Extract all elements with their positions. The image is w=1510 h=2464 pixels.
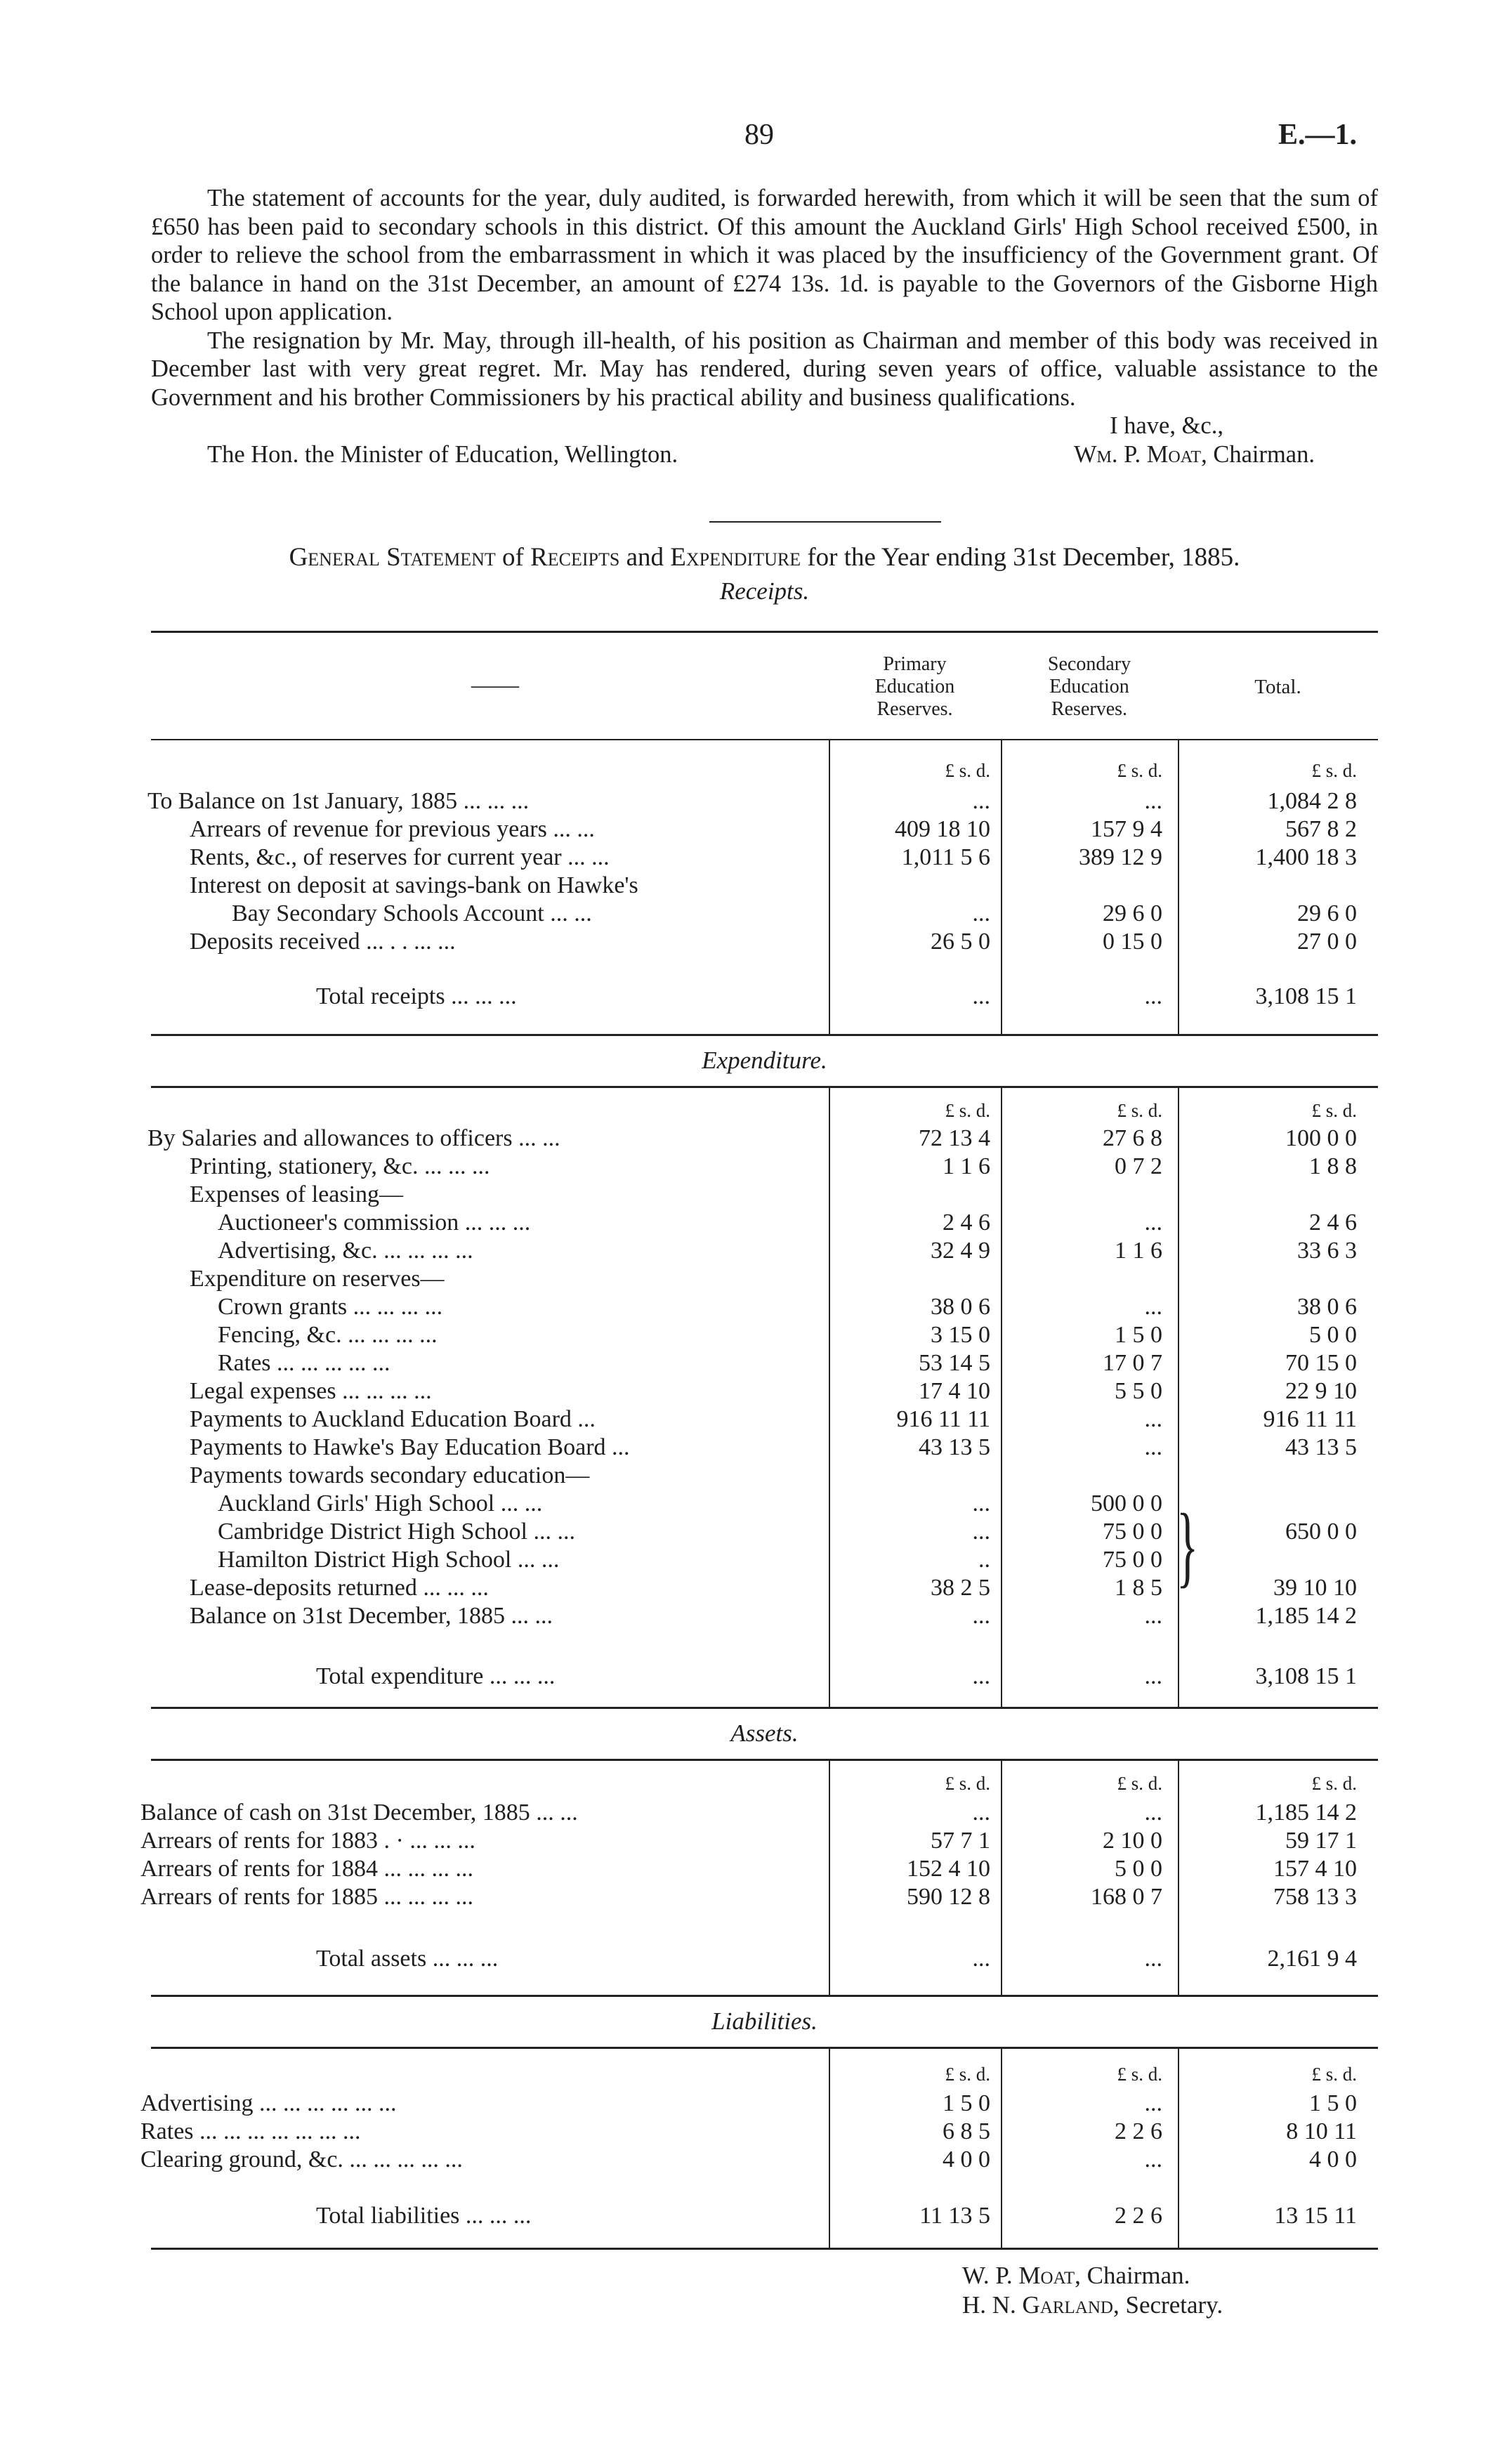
expenditure-row-total: 1,185 14 2 bbox=[1255, 1603, 1357, 1629]
expenditure-row-total: 39 10 10 bbox=[1273, 1575, 1357, 1601]
column-head-total: Total. bbox=[1254, 676, 1301, 698]
assets-row-primary: 57 7 1 bbox=[931, 1828, 990, 1854]
header-bottom-rule bbox=[151, 739, 1378, 740]
separator-rule bbox=[709, 521, 941, 523]
expenditure-total-primary: ... bbox=[972, 1663, 990, 1689]
receipts-row-secondary: 29 6 0 bbox=[1103, 900, 1162, 926]
expenditure-row-secondary: 75 0 0 bbox=[1103, 1547, 1162, 1573]
expenditure-row-primary: ... bbox=[972, 1603, 990, 1629]
expenditure-heading: Expenditure. bbox=[702, 1047, 827, 1074]
column-head-description: —— bbox=[471, 672, 519, 698]
liabilities-row bbox=[140, 2147, 1377, 2175]
receipts-row-secondary: 389 12 9 bbox=[1079, 844, 1162, 870]
expenditure-row-secondary: ... bbox=[1144, 1434, 1162, 1460]
expenditure-row-secondary: ... bbox=[1144, 1210, 1162, 1236]
assets-heading: Assets. bbox=[730, 1719, 799, 1747]
receipts-units-secondary: £ s. d. bbox=[1117, 760, 1162, 781]
introduction-text bbox=[151, 184, 1378, 468]
column-head-secondary-line-3: Reserves. bbox=[1051, 698, 1128, 720]
receipts-total-label: Total receipts ... ... ... bbox=[316, 983, 517, 1009]
signature-secretary bbox=[962, 2291, 1223, 2319]
liabilities-units-row bbox=[140, 2064, 1377, 2092]
liabilities-row-label: Rates ... ... ... ... ... ... ... bbox=[140, 2118, 361, 2144]
receipts-row-primary: 409 18 10 bbox=[895, 816, 990, 842]
expenditure-row-total: 22 9 10 bbox=[1285, 1378, 1357, 1404]
assets-units-row bbox=[140, 1773, 1377, 1801]
expenditure-row bbox=[140, 1378, 1377, 1406]
assets-total-primary: ... bbox=[972, 1946, 990, 1972]
expenditure-row-label: Lease-deposits returned ... ... ... bbox=[190, 1575, 489, 1601]
receipts-row-total: 29 6 0 bbox=[1297, 900, 1357, 926]
title-period: for the Year ending 31st December, 1885. bbox=[807, 543, 1240, 572]
expenditure-row-primary: 53 14 5 bbox=[919, 1350, 990, 1376]
assets-total-secondary: ... bbox=[1144, 1946, 1162, 1972]
assets-total-total: 2,161 9 4 bbox=[1267, 1946, 1357, 1972]
expenditure-row bbox=[140, 1322, 1377, 1350]
expenditure-row-label: Printing, stationery, &c. ... ... ... bbox=[190, 1153, 490, 1179]
liabilities-row-primary: 4 0 0 bbox=[943, 2147, 990, 2173]
receipts-bottom-rule bbox=[151, 1034, 1378, 1036]
expenditure-total-label: Total expenditure ... ... ... bbox=[316, 1663, 556, 1689]
assets-row-total: 758 13 3 bbox=[1273, 1884, 1357, 1910]
expenditure-row-secondary: 1 1 6 bbox=[1115, 1238, 1162, 1264]
expenditure-row-secondary: ... bbox=[1144, 1406, 1162, 1432]
assets-row bbox=[140, 1800, 1377, 1828]
expenditure-row-secondary: ... bbox=[1144, 1603, 1162, 1629]
column-head-primary-line-2: Education bbox=[874, 676, 955, 697]
assets-row bbox=[140, 1856, 1377, 1884]
assets-top-rule bbox=[151, 1759, 1378, 1761]
receipts-row bbox=[140, 788, 1377, 816]
expenditure-row bbox=[140, 1181, 1377, 1210]
liabilities-row-total: 8 10 11 bbox=[1286, 2118, 1357, 2144]
receipts-row-secondary: 0 15 0 bbox=[1103, 929, 1162, 955]
liabilities-units-secondary: £ s. d. bbox=[1117, 2064, 1162, 2085]
assets-row-total: 1,185 14 2 bbox=[1255, 1800, 1357, 1826]
liabilities-row-label: Advertising ... ... ... ... ... ... bbox=[140, 2090, 397, 2116]
expenditure-row-label: Expenditure on reserves— bbox=[190, 1266, 445, 1292]
receipts-row-total: 1,400 18 3 bbox=[1255, 844, 1357, 870]
assets-units-primary: £ s. d. bbox=[945, 1773, 990, 1794]
expenditure-row-label: Balance on 31st December, 1885 ... ... bbox=[190, 1603, 553, 1629]
liabilities-top-rule bbox=[151, 2047, 1378, 2049]
expenditure-row-secondary: 500 0 0 bbox=[1091, 1490, 1162, 1516]
assets-row-label: Balance of cash on 31st December, 1885 ... ... bbox=[140, 1800, 578, 1826]
expenditure-row-primary: ... bbox=[972, 1519, 990, 1545]
addressee-line bbox=[151, 440, 1378, 469]
closing-line bbox=[151, 412, 1378, 440]
page-header bbox=[0, 118, 1510, 160]
expenditure-row bbox=[140, 1434, 1377, 1462]
column-head-secondary-line-1: Secondary bbox=[1047, 653, 1131, 675]
receipts-row bbox=[140, 872, 1377, 900]
liabilities-total-secondary: 2 2 6 bbox=[1115, 2203, 1162, 2229]
liabilities-row bbox=[140, 2118, 1377, 2147]
expenditure-row-primary: 38 2 5 bbox=[931, 1575, 990, 1601]
expenditure-row-total: 43 13 5 bbox=[1285, 1434, 1357, 1460]
receipts-row-label: Bay Secondary Schools Account ... ... bbox=[232, 900, 592, 926]
liabilities-row-secondary: ... bbox=[1144, 2090, 1162, 2116]
expenditure-row-label: Expenses of leasing— bbox=[190, 1181, 404, 1207]
column-head-primary-line-3: Reserves. bbox=[877, 698, 953, 720]
assets-row-primary: ... bbox=[972, 1800, 990, 1826]
expenditure-row-label: Legal expenses ... ... ... ... bbox=[190, 1378, 432, 1404]
assets-row-total: 157 4 10 bbox=[1273, 1856, 1357, 1882]
receipts-row-secondary: 157 9 4 bbox=[1091, 816, 1162, 842]
liabilities-row-primary: 6 8 5 bbox=[943, 2118, 990, 2144]
expenditure-row-label: Payments to Auckland Education Board ... bbox=[190, 1406, 596, 1432]
expenditure-row bbox=[140, 1153, 1377, 1181]
expenditure-row-primary: 2 4 6 bbox=[943, 1210, 990, 1236]
assets-row-secondary: 2 10 0 bbox=[1103, 1828, 1162, 1854]
expenditure-row-total: 5 0 0 bbox=[1309, 1322, 1357, 1348]
expenditure-row-total: 38 0 6 bbox=[1297, 1294, 1357, 1320]
expenditure-row-secondary: 0 7 2 bbox=[1115, 1153, 1162, 1179]
expenditure-row-label: Rates ... ... ... ... ... bbox=[218, 1350, 390, 1376]
assets-row-secondary: ... bbox=[1144, 1800, 1162, 1826]
liabilities-heading: Liabilities. bbox=[711, 2007, 818, 2035]
assets-bottom-rule bbox=[151, 1995, 1378, 1997]
receipts-row bbox=[140, 929, 1377, 957]
expenditure-row-primary: 32 4 9 bbox=[931, 1238, 990, 1264]
expenditure-row-primary: 1 1 6 bbox=[943, 1153, 990, 1179]
expenditure-units-primary: £ s. d. bbox=[945, 1100, 990, 1121]
receipts-total-primary: ... bbox=[972, 983, 990, 1009]
expenditure-row-primary: 43 13 5 bbox=[919, 1434, 990, 1460]
expenditure-row bbox=[140, 1210, 1377, 1238]
receipts-row-label: Rents, &c., of reserves for current year ... ... bbox=[190, 844, 610, 870]
liabilities-total-label: Total liabilities ... ... ... bbox=[316, 2203, 532, 2229]
receipts-units-row bbox=[140, 760, 1377, 788]
letter-signatory-role: , Chairman. bbox=[1201, 440, 1315, 468]
receipts-row-label: Arrears of revenue for previous years ... ... bbox=[190, 816, 595, 842]
assets-row-label: Arrears of rents for 1883 . · ... ... ... bbox=[140, 1828, 475, 1854]
expenditure-row-primary: 72 13 4 bbox=[919, 1125, 990, 1151]
signature-secretary-role: , Secretary. bbox=[1113, 2291, 1223, 2319]
expenditure-row-label: Cambridge District High School ... ... bbox=[218, 1519, 576, 1545]
document-reference: E.—1. bbox=[1278, 119, 1358, 151]
assets-units-total: £ s. d. bbox=[1311, 1773, 1357, 1794]
expenditure-row-secondary: ... bbox=[1144, 1294, 1162, 1320]
title-and: and bbox=[626, 543, 664, 572]
signature-secretary-name: H. N. Garland bbox=[962, 2291, 1113, 2319]
title-general-statement: General Statement bbox=[289, 543, 496, 572]
brace-symbol: } bbox=[1176, 1495, 1199, 1597]
expenditure-row-label: Crown grants ... ... ... ... bbox=[218, 1294, 443, 1320]
expenditure-row-primary: 17 4 10 bbox=[919, 1378, 990, 1404]
column-head-primary bbox=[829, 653, 1001, 721]
table-top-rule bbox=[151, 631, 1378, 633]
paragraph-accounts: The statement of accounts for the year, duly audited, is forwarded herewith, from which it will be seen that the sum of £650 has been paid to secondary schools in this district. Of this amount the Auckland Girls' High School received £500, in order to relieve the school from the embarrassment in which it was placed by the insufficiency of the Government grant. Of the balance in hand on the 31st December, an amount of £274 13s. 1d. is payable to the Governors of the Gisborne High School upon application. bbox=[151, 185, 1378, 325]
expenditure-row-primary: ... bbox=[972, 1490, 990, 1516]
receipts-row bbox=[140, 816, 1377, 844]
liabilities-total-row bbox=[140, 2203, 1377, 2231]
receipts-total-secondary: ... bbox=[1144, 983, 1162, 1009]
expenditure-row-secondary: 5 5 0 bbox=[1115, 1378, 1162, 1404]
column-head-secondary-line-2: Education bbox=[1049, 676, 1129, 697]
liabilities-total-primary: 11 13 5 bbox=[919, 2203, 990, 2229]
expenditure-row-total: 100 0 0 bbox=[1285, 1125, 1357, 1151]
liabilities-row-secondary: 2 2 6 bbox=[1115, 2118, 1162, 2144]
closing-phrase: I have, &c., bbox=[1110, 412, 1223, 439]
addressee: The Hon. the Minister of Education, Wellington. bbox=[207, 440, 678, 468]
receipts-row-primary: 26 5 0 bbox=[931, 929, 990, 955]
expenditure-row-secondary: 1 5 0 bbox=[1115, 1322, 1162, 1348]
expenditure-total-total: 3,108 15 1 bbox=[1255, 1663, 1357, 1689]
liabilities-row-total: 4 0 0 bbox=[1309, 2147, 1357, 2173]
liabilities-total-total: 13 15 11 bbox=[1274, 2203, 1357, 2229]
assets-row-label: Arrears of rents for 1885 ... ... ... ... bbox=[140, 1884, 473, 1910]
title-expenditure: Expenditure bbox=[670, 543, 801, 572]
expenditure-row-secondary: 17 0 7 bbox=[1103, 1350, 1162, 1376]
expenditure-row-primary: 3 15 0 bbox=[931, 1322, 990, 1348]
receipts-total-row bbox=[140, 983, 1377, 1011]
receipts-row-total: 567 8 2 bbox=[1285, 816, 1357, 842]
expenditure-row-label: Fencing, &c. ... ... ... ... bbox=[218, 1322, 438, 1348]
expenditure-row-label: Auctioneer's commission ... ... ... bbox=[218, 1210, 531, 1236]
assets-row-secondary: 168 0 7 bbox=[1091, 1884, 1162, 1910]
expenditure-total-row bbox=[140, 1663, 1377, 1691]
receipts-heading: Receipts. bbox=[719, 577, 810, 605]
expenditure-row-secondary: 1 8 5 bbox=[1115, 1575, 1162, 1601]
receipts-row-label: Interest on deposit at savings-bank on Hawke's bbox=[190, 872, 638, 898]
title-of: of bbox=[502, 543, 524, 572]
receipts-total-total: 3,108 15 1 bbox=[1255, 983, 1357, 1009]
expenditure-row-label: Advertising, &c. ... ... ... ... bbox=[218, 1238, 473, 1264]
receipts-row bbox=[140, 900, 1377, 929]
receipts-units-total: £ s. d. bbox=[1311, 760, 1357, 781]
paragraph-resignation: The resignation by Mr. May, through ill-health, of his position as Chairman and member of this body was received in December last with very great regret. Mr. May has rendered, during seven years of office, valuable assistance to the Government and his brother Commissioners by his practical ability and business qualifications. bbox=[151, 327, 1378, 411]
receipts-row-primary: ... bbox=[972, 788, 990, 814]
expenditure-row-total: 916 11 11 bbox=[1263, 1406, 1357, 1432]
liabilities-row bbox=[140, 2090, 1377, 2118]
letter-signature bbox=[1074, 440, 1315, 469]
expenditure-row-total: 70 15 0 bbox=[1285, 1350, 1357, 1376]
liabilities-row-label: Clearing ground, &c. ... ... ... ... ... bbox=[140, 2147, 463, 2173]
assets-total-label: Total assets ... ... ... bbox=[316, 1946, 499, 1972]
liabilities-row-total: 1 5 0 bbox=[1309, 2090, 1357, 2116]
receipts-row-primary: 1,011 5 6 bbox=[901, 844, 990, 870]
assets-row-primary: 152 4 10 bbox=[907, 1856, 990, 1882]
expenditure-row-total: 650 0 0 bbox=[1285, 1519, 1357, 1545]
signature-chairman-name: W. P. Moat bbox=[962, 2262, 1075, 2289]
expenditure-row bbox=[140, 1266, 1377, 1294]
expenditure-row bbox=[140, 1462, 1377, 1490]
expenditure-row-label: Hamilton District High School ... ... bbox=[218, 1547, 560, 1573]
assets-row bbox=[140, 1884, 1377, 1912]
liabilities-bottom-rule bbox=[151, 2248, 1378, 2250]
expenditure-row bbox=[140, 1603, 1377, 1631]
expenditure-row bbox=[140, 1350, 1377, 1378]
receipts-row bbox=[140, 844, 1377, 872]
expenditure-row-primary: 916 11 11 bbox=[896, 1406, 990, 1432]
column-head-primary-line-1: Primary bbox=[883, 653, 947, 675]
expenditure-row-total: 2 4 6 bbox=[1309, 1210, 1357, 1236]
expenditure-row-secondary: 27 6 8 bbox=[1103, 1125, 1162, 1151]
assets-row bbox=[140, 1828, 1377, 1856]
receipts-row-total: 27 0 0 bbox=[1297, 929, 1357, 955]
assets-row-label: Arrears of rents for 1884 ... ... ... ... bbox=[140, 1856, 473, 1882]
assets-units-secondary: £ s. d. bbox=[1117, 1773, 1162, 1794]
expenditure-row-total: 1 8 8 bbox=[1309, 1153, 1357, 1179]
expenditure-row-primary: .. bbox=[978, 1547, 990, 1573]
receipts-row-total: 1,084 2 8 bbox=[1267, 788, 1357, 814]
expenditure-units-secondary: £ s. d. bbox=[1117, 1100, 1162, 1121]
assets-row-total: 59 17 1 bbox=[1285, 1828, 1357, 1854]
liabilities-units-total: £ s. d. bbox=[1311, 2064, 1357, 2085]
receipts-row-primary: ... bbox=[972, 900, 990, 926]
signature-chairman bbox=[962, 2262, 1190, 2290]
signature-chairman-role: , Chairman. bbox=[1075, 2262, 1190, 2289]
statement-title bbox=[151, 542, 1378, 572]
expenditure-row bbox=[140, 1294, 1377, 1322]
assets-row-primary: 590 12 8 bbox=[907, 1884, 990, 1910]
expenditure-row-label: Auckland Girls' High School ... ... bbox=[218, 1490, 543, 1516]
title-receipts: Receipts bbox=[530, 543, 620, 572]
expenditure-row-label: Payments to Hawke's Bay Education Board ... bbox=[190, 1434, 630, 1460]
column-head-secondary bbox=[1001, 653, 1178, 721]
expenditure-units-row bbox=[140, 1100, 1377, 1128]
receipts-row-label: To Balance on 1st January, 1885 ... ... ... bbox=[147, 788, 530, 814]
expenditure-row bbox=[140, 1125, 1377, 1153]
receipts-row-label: Deposits received ... . . ... ... bbox=[190, 929, 456, 955]
expenditure-bottom-rule bbox=[151, 1707, 1378, 1709]
expenditure-top-rule bbox=[151, 1086, 1378, 1088]
liabilities-row-primary: 1 5 0 bbox=[943, 2090, 990, 2116]
liabilities-row-secondary: ... bbox=[1144, 2147, 1162, 2173]
expenditure-row-primary: 38 0 6 bbox=[931, 1294, 990, 1320]
page-number: 89 bbox=[744, 119, 774, 151]
expenditure-row-total: 33 6 3 bbox=[1297, 1238, 1357, 1264]
liabilities-units-primary: £ s. d. bbox=[945, 2064, 990, 2085]
letter-signatory-name: Wm. P. Moat bbox=[1073, 440, 1202, 468]
assets-row-secondary: 5 0 0 bbox=[1115, 1856, 1162, 1882]
expenditure-row-label: By Salaries and allowances to officers ... ... bbox=[147, 1125, 560, 1151]
receipts-row-secondary: ... bbox=[1144, 788, 1162, 814]
expenditure-units-total: £ s. d. bbox=[1311, 1100, 1357, 1121]
expenditure-row-label: Payments towards secondary education— bbox=[190, 1462, 590, 1488]
expenditure-row bbox=[140, 1406, 1377, 1434]
receipts-units-primary: £ s. d. bbox=[945, 760, 990, 781]
expenditure-total-secondary: ... bbox=[1144, 1663, 1162, 1689]
expenditure-row bbox=[140, 1238, 1377, 1266]
assets-total-row bbox=[140, 1946, 1377, 1974]
expenditure-row-secondary: 75 0 0 bbox=[1103, 1519, 1162, 1545]
